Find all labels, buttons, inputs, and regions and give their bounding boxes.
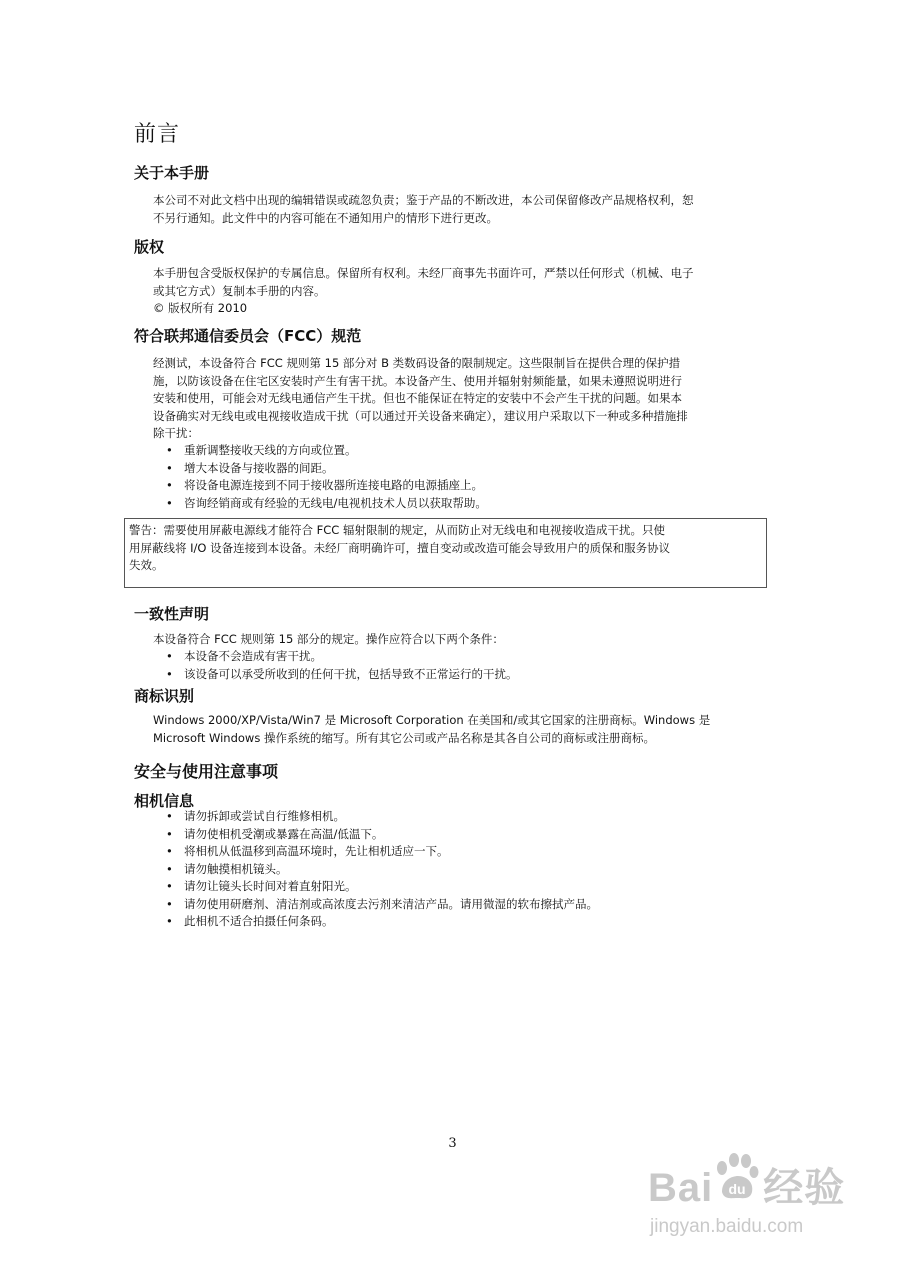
copyright-heading: 版权 — [134, 238, 165, 256]
copyright-paragraph — [153, 265, 768, 318]
trademark-paragraph — [153, 712, 768, 747]
conformity-paragraph: 本设备符合 FCC 规则第 15 部分的规定。操作应符合以下两个条件： — [153, 632, 504, 646]
list-item: • 请勿拆卸或尝试自行维修相机。 — [153, 808, 768, 826]
page-title: 前言 — [134, 122, 181, 147]
trademark-line: Windows 2000/XP/Vista/Win7 是 Microsoft Corporation 在美国和/或其它国家的注册商标。Windows 是 — [153, 713, 711, 727]
list-item: • 将设备电源连接到不同于接收器所连接电路的电源插座上。 — [153, 477, 768, 495]
fcc-bullet-list — [153, 442, 768, 512]
list-item: • 该设备可以承受所收到的任何干扰，包括导致不正常运行的干扰。 — [153, 666, 768, 684]
conformity-bullet-list — [153, 648, 768, 683]
list-item: • 此相机不适合拍摄任何条码。 — [153, 913, 768, 931]
trademark-heading: 商标识别 — [134, 687, 195, 705]
about-line: 不另行通知。此文件中的内容可能在不通知用户的情形下进行更改。 — [153, 210, 498, 225]
conformity-heading: 一致性声明 — [134, 605, 210, 623]
svg-text:du: du — [728, 1181, 746, 1197]
trademark-line: Microsoft Windows 操作系统的缩写。所有其它公司或产品名称是其各自公司的商标或注册商标。 — [153, 730, 655, 745]
list-item: • 请勿触摸相机镜头。 — [153, 861, 768, 879]
fcc-heading: 符合联邦通信委员会（FCC）规范 — [134, 327, 362, 345]
list-item: • 请勿让镜头长时间对着直射阳光。 — [153, 878, 768, 896]
list-item: • 增大本设备与接收器的间距。 — [153, 460, 768, 478]
watermark-url: jingyan.baidu.com — [650, 1216, 804, 1237]
about-heading: 关于本手册 — [134, 164, 210, 182]
copyright-line: 本手册包含受版权保护的专属信息。保留所有权利。未经厂商事先书面许可，严禁以任何形式（机械、电子 — [153, 266, 694, 280]
watermark-logo-left: Bai — [648, 1166, 714, 1210]
fcc-paragraph — [153, 355, 768, 443]
list-item: • 请勿使用研磨剂、清洁剂或高浓度去污剂来清洁产品。请用微湿的软布擦拭产品。 — [153, 896, 768, 914]
list-item: • 将相机从低温移到高温环境时，先让相机适应一下。 — [153, 843, 768, 861]
fcc-line: 设备确实对无线电或电视接收造成干扰（可以通过开关设备来确定），建议用户采取以下一种或多种措施排 — [153, 408, 688, 423]
paw-icon — [712, 1152, 760, 1204]
about-paragraph — [153, 192, 768, 227]
fcc-line: 施，以防该设备在住宅区安装时产生有害干扰。本设备产生、使用并辐射射频能量，如果未遵照说明进行 — [153, 373, 682, 388]
warning-box — [124, 518, 767, 588]
warning-line: 失效。 — [129, 558, 164, 572]
fcc-line: 安装和使用，可能会对无线电通信产生干扰。但也不能保证在特定的安装中不会产生干扰的问题。如果本 — [153, 391, 682, 405]
warning-line: 用屏蔽线将 I/O 设备连接到本设备。未经厂商明确许可，擅自变动或改造可能会导致用户的质保和服务协议 — [129, 540, 671, 555]
baidu-watermark — [642, 1150, 862, 1260]
fcc-line: 除干扰： — [153, 426, 199, 440]
list-item: • 重新调整接收天线的方向或位置。 — [153, 442, 768, 460]
list-item: • 咨询经销商或有经验的无线电/电视机技术人员以获取帮助。 — [153, 495, 768, 513]
list-item: • 本设备不会造成有害干扰。 — [153, 648, 768, 666]
list-item: • 请勿使相机受潮或暴露在高温/低温下。 — [153, 826, 768, 844]
page-number: 3 — [448, 1136, 457, 1151]
copyright-notice: © 版权所有 2010 — [153, 301, 248, 315]
watermark-logo-right: 经验 — [763, 1166, 846, 1210]
copyright-line: 或其它方式）复制本手册的内容。 — [153, 283, 326, 298]
camera-bullet-list — [153, 808, 768, 931]
about-line: 本公司不对此文档中出现的编辑错误或疏忽负责；鉴于产品的不断改进，本公司保留修改产品规格权利，恕 — [153, 193, 694, 207]
fcc-line: 经测试，本设备符合 FCC 规则第 15 部分对 B 类数码设备的限制规定。这些限制旨在提供合理的保护措 — [153, 356, 681, 370]
safety-heading: 安全与使用注意事项 — [134, 762, 279, 781]
camera-info-heading: 相机信息 — [134, 792, 195, 810]
warning-line: 警告：需要使用屏蔽电源线才能符合 FCC 辐射限制的规定，从而防止对无线电和电视接收造成干扰。只使 — [129, 523, 665, 537]
